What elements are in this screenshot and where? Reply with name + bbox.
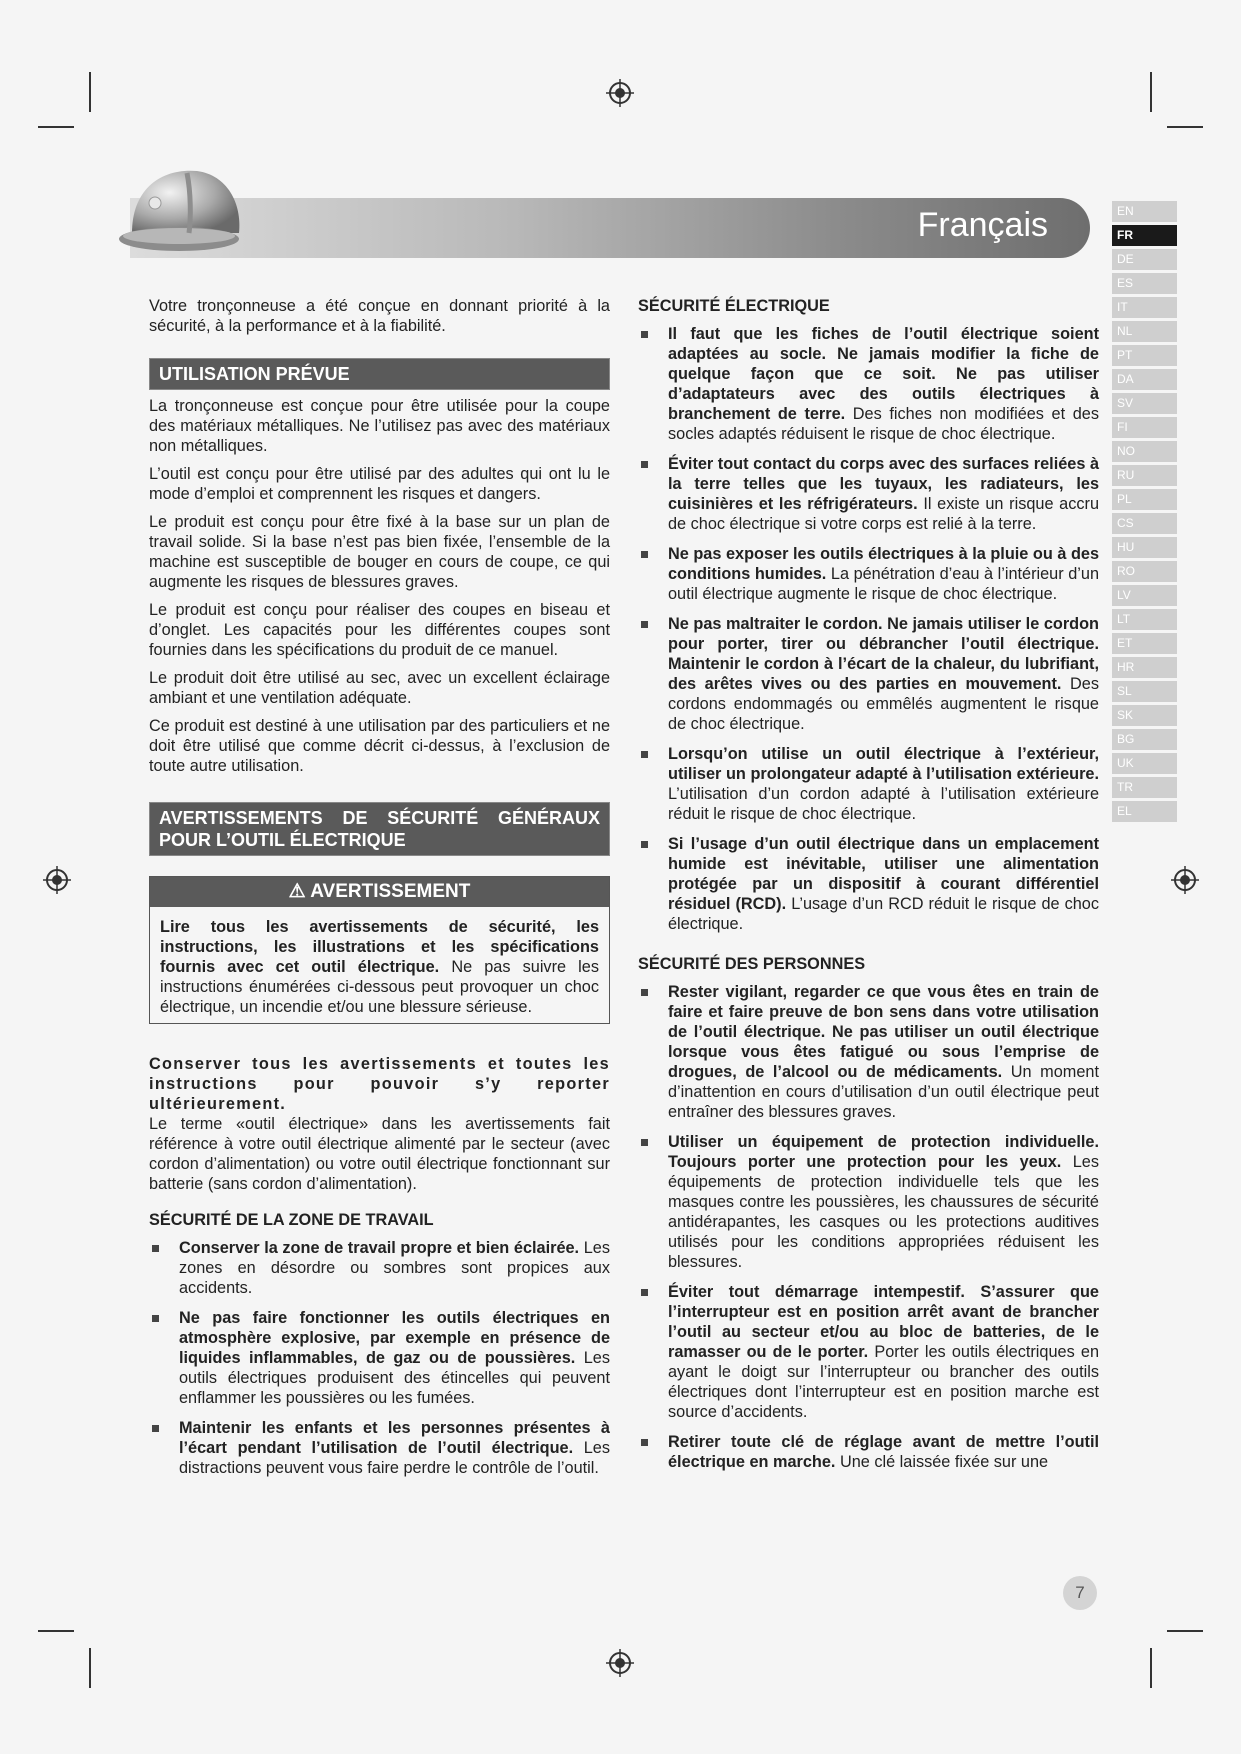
language-tab-en[interactable]: EN: [1112, 201, 1177, 222]
warning-triangle-icon: ⚠: [288, 881, 306, 902]
bullet-text: Des fiches non modifiées et des socles adaptés réduisent le risque de choc électrique.: [668, 405, 1099, 443]
bullet-item: [638, 454, 1099, 534]
language-tab-es[interactable]: ES: [1112, 273, 1177, 294]
bullet-text: L’usage d’un RCD réduit le risque de choc électrique.: [668, 895, 1099, 933]
right-column: [638, 296, 1099, 1482]
bullet-bold-text: Il faut que les fiches de l’outil électrique soient adaptées au socle. Ne jamais modifier la fiche de quelque façon que ce soit. Ne pas utiliser d’adaptateurs avec des outils électriques à branchement de terre.: [668, 325, 1099, 423]
language-tab-pt[interactable]: PT: [1112, 345, 1177, 366]
language-tab-tr[interactable]: TR: [1112, 777, 1177, 798]
warning-text: Ne pas suivre les instructions énumérées ci-dessous peut provoquer un choc électrique, un incendie et/ou une blessure sérieuse.: [160, 958, 599, 1016]
registration-mark-icon: [43, 866, 71, 894]
language-tab-nl[interactable]: NL: [1112, 321, 1177, 342]
crop-mark: [1150, 1648, 1152, 1688]
bullet-text: Les zones en désordre ou sombres sont propices aux accidents.: [179, 1239, 610, 1297]
language-tab-cs[interactable]: CS: [1112, 513, 1177, 534]
bullet-bold-text: Ne pas exposer les outils électriques à la pluie ou à des conditions humides.: [668, 545, 1099, 583]
safety-helmet-icon: [117, 163, 252, 258]
bullet-text: Une clé laissée fixée sur une: [835, 1453, 1049, 1471]
crop-mark: [89, 1648, 91, 1688]
language-tab-pl[interactable]: PL: [1112, 489, 1177, 510]
registration-mark-icon: [606, 79, 634, 107]
bullet-bold-text: Ne pas faire fonctionner les outils électriques en atmosphère explosive, par exemple en présence de liquides inflammables, de gaz ou de poussières.: [179, 1309, 610, 1367]
bullet-text: Des cordons endommagés ou emmêlés augmentent le risque de choc électrique.: [668, 675, 1099, 733]
language-tab-sk[interactable]: SK: [1112, 705, 1177, 726]
subheading: SÉCURITÉ DES PERSONNES: [638, 955, 866, 973]
warning-bold-text: Lire tous les avertissements de sécurité, les instructions, les illustrations et les spécifications fournis avec cet outil électrique.: [160, 918, 599, 976]
warning-body: [150, 907, 609, 1023]
section-heading: UTILISATION PRÉVUE: [149, 358, 610, 390]
warning-header: [150, 877, 609, 907]
keep-bold-text: Conserver tous les avertissements et toutes les instructions pour pouvoir s’y reporter ultérieurement.: [149, 1055, 610, 1113]
bullet-text: Les équipements de protection individuelle tels que les masques contre les poussières, les chaussures de sécurité antidérapantes, les casques ou les protections auditives utilisés pour les conditions appropriées réduisent les blessures.: [668, 1153, 1100, 1271]
crop-mark: [1167, 1630, 1203, 1632]
bullet-text: Porter les outils électriques en ayant le doigt sur l’interrupteur ou brancher des outils électriques dont l’interrupteur est en position marche est source d’accidents.: [668, 1343, 1099, 1421]
bullet-text: La pénétration d’eau à l’intérieur d’un outil électrique augmente le risque de choc électrique.: [668, 565, 1099, 603]
subheading: SÉCURITÉ ÉLECTRIQUE: [638, 297, 830, 315]
bullet-item: [638, 982, 1099, 1122]
language-tab-bg[interactable]: BG: [1112, 729, 1177, 750]
language-tab-hu[interactable]: HU: [1112, 537, 1177, 558]
bullet-text: Il existe un risque accru de choc électrique si votre corps est relié à la terre.: [668, 495, 1099, 533]
warning-box: [149, 876, 610, 1024]
crop-mark: [1167, 126, 1203, 128]
language-tab-hr[interactable]: HR: [1112, 657, 1177, 678]
intended-use-paragraph: Ce produit est destiné à une utilisation par des particuliers et ne doit être utilisé que comme décrit ci-dessus, à l’exclusion de toute autre utilisation.: [149, 717, 610, 775]
language-tab-uk[interactable]: UK: [1112, 753, 1177, 774]
bullet-text: L’utilisation d’un cordon adapté à l’utilisation extérieure réduit le risque de choc électrique.: [668, 785, 1099, 823]
keep-text: Le terme «outil électrique» dans les avertissements fait référence à votre outil électrique alimenté par le secteur (avec cordon d’alimentation) ou votre outil électrique fonctionnant sur batterie (sans cordon d’alimentation).: [149, 1115, 610, 1193]
bullet-item: [638, 614, 1099, 734]
crop-mark: [38, 1630, 74, 1632]
language-tab-de[interactable]: DE: [1112, 249, 1177, 270]
intended-use-paragraph: Le produit est conçu pour réaliser des coupes en biseau et d’onglet. Les capacités pour les différentes coupes sont fournies dans les spécifications du produit de ce manuel.: [149, 601, 610, 659]
language-tab-it[interactable]: IT: [1112, 297, 1177, 318]
warning-title: AVERTISSEMENT: [310, 881, 471, 902]
bullet-item: [638, 1132, 1099, 1272]
language-tab-lt[interactable]: LT: [1112, 609, 1177, 630]
bullet-text: Les distractions peuvent vous faire perdre le contrôle de l’outil.: [179, 1439, 610, 1477]
language-tab-sv[interactable]: SV: [1112, 393, 1177, 414]
page-title: Français: [917, 206, 1048, 244]
electric-safety-list: [638, 324, 1099, 934]
bullet-bold-text: Conserver la zone de travail propre et bien éclairée.: [179, 1239, 580, 1257]
intro-text: Votre tronçonneuse a été conçue en donnant priorité à la sécurité, à la performance et à la fiabilité.: [149, 297, 610, 335]
registration-mark-icon: [1171, 866, 1199, 894]
language-tab-ro[interactable]: RO: [1112, 561, 1177, 582]
bullet-bold-text: Éviter tout démarrage intempestif. S’assurer que l’interrupteur est en position arrêt avant de brancher l’outil au secteur et/ou au bloc de batteries, de le ramasser ou de le porter.: [668, 1283, 1099, 1361]
keep-instructions: [149, 1054, 610, 1114]
crop-mark: [1150, 72, 1152, 112]
bullet-bold-text: Si l’usage d’un outil électrique dans un emplacement humide est inévitable, utiliser une alimentation protégée par un dispositif à courant différentiel résiduel (RCD).: [668, 835, 1099, 913]
bullet-item: [638, 834, 1099, 934]
left-column: [149, 296, 610, 1488]
bullet-bold-text: Retirer toute clé de réglage avant de mettre l’outil électrique en marche.: [668, 1433, 1099, 1471]
bullet-item: [638, 544, 1099, 604]
language-tab-sl[interactable]: SL: [1112, 681, 1177, 702]
bullet-text: Les outils électriques produisent des étincelles qui peuvent enflammer les poussières ou les fumées.: [179, 1349, 610, 1407]
bullet-item: [638, 744, 1099, 824]
subheading: SÉCURITÉ DE LA ZONE DE TRAVAIL: [149, 1211, 434, 1229]
intended-use-paragraph: La tronçonneuse est conçue pour être utilisée pour la coupe des matériaux métalliques. Ne l’utilisez pas avec des matériaux non métalliques.: [149, 397, 610, 455]
intended-use-paragraph: Le produit est conçu pour être fixé à la base sur un plan de travail solide. Si la base n’est pas bien fixée, l’ensemble de la machine est susceptible de bouger en cours de coupe, ce qui augmente les risques de blessures graves.: [149, 513, 610, 591]
language-tab-no[interactable]: NO: [1112, 441, 1177, 462]
bullet-item: [638, 1432, 1099, 1472]
bullet-bold-text: Ne pas maltraiter le cordon. Ne jamais utiliser le cordon pour porter, tirer ou débrancher l’outil électrique. Maintenir le cordon à l’écart de la chaleur, du lubrifiant, des arêtes vives ou des parties en mouvement.: [668, 615, 1099, 693]
work-area-list: [149, 1238, 610, 1478]
language-tab-fr[interactable]: FR: [1112, 225, 1177, 246]
page-number: 7: [1063, 1576, 1097, 1610]
intended-use-paragraph: Le produit doit être utilisé au sec, avec un excellent éclairage ambiant et une ventilation adéquate.: [149, 669, 610, 707]
language-tab-fi[interactable]: FI: [1112, 417, 1177, 438]
header-band: [130, 198, 1090, 258]
bullet-item: [149, 1308, 610, 1408]
language-tabs: [1112, 201, 1177, 825]
bullet-bold-text: Éviter tout contact du corps avec des surfaces reliées à la terre telles que les tuyaux, les radiateurs, les cuisinières et les réfrigérateurs.: [668, 455, 1099, 513]
language-tab-ru[interactable]: RU: [1112, 465, 1177, 486]
bullet-bold-text: Maintenir les enfants et les personnes présentes à l’écart pendant l’utilisation de l’outil électrique.: [179, 1419, 610, 1457]
language-tab-lv[interactable]: LV: [1112, 585, 1177, 606]
crop-mark: [38, 126, 74, 128]
bullet-text: Un moment d’inattention en cours d’utilisation d’un outil électrique peut entraîner des blessures graves.: [668, 1063, 1099, 1121]
intended-use-list: [149, 396, 610, 776]
bullet-item: [638, 1282, 1099, 1422]
section-heading: AVERTISSEMENTS DE SÉCURITÉ GÉNÉRAUX POUR L’OUTIL ÉLECTRIQUE: [149, 802, 610, 856]
bullet-item: [149, 1238, 610, 1298]
bullet-item: [149, 1418, 610, 1478]
language-tab-et[interactable]: ET: [1112, 633, 1177, 654]
bullet-item: [638, 324, 1099, 444]
intended-use-paragraph: L’outil est conçu pour être utilisé par des adultes qui ont lu le mode d’emploi et comprennent les risques et dangers.: [149, 465, 610, 503]
bullet-bold-text: Utiliser un équipement de protection individuelle. Toujours porter une protection pour les yeux.: [668, 1133, 1099, 1171]
bullet-bold-text: Rester vigilant, regarder ce que vous êtes en train de faire et faire preuve de bon sens dans votre utilisation de l’outil électrique. Ne pas utiliser un outil électrique lorsque vous êtes fatigué ou sous l’emprise de drogues, de l’alcool ou de médicaments.: [668, 983, 1099, 1081]
bullet-bold-text: Lorsqu’on utilise un outil électrique à l’extérieur, utiliser un prolongateur adapté à l’utilisation extérieure.: [668, 745, 1099, 783]
personal-safety-list: [638, 982, 1099, 1472]
language-tab-da[interactable]: DA: [1112, 369, 1177, 390]
crop-mark: [89, 72, 91, 112]
language-tab-el[interactable]: EL: [1112, 801, 1177, 822]
registration-mark-icon: [606, 1649, 634, 1677]
